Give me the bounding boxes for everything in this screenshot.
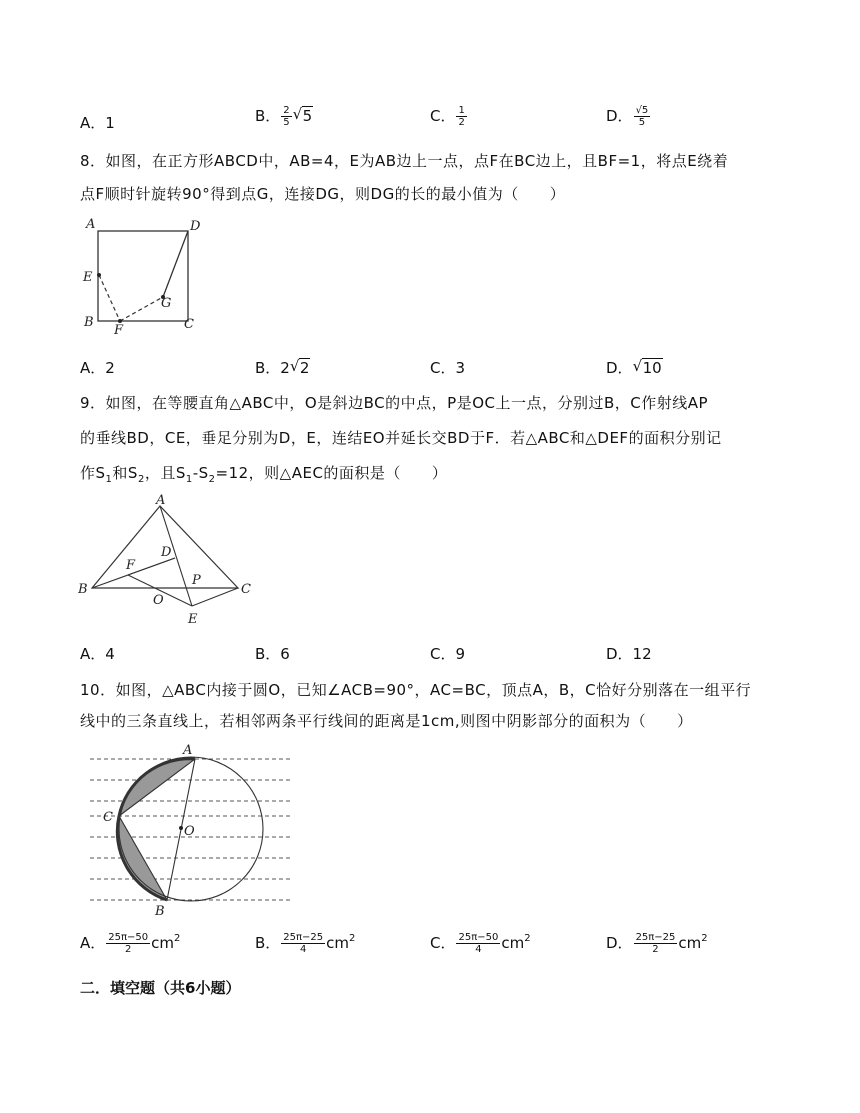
q8-option-d: D． √ 10 xyxy=(606,357,662,377)
q9-line2: 的垂线BD，CE，垂足分别为D，E，连结EO并延长交BD于F．若△ABC和△DEF的面积分别记 xyxy=(80,429,722,447)
label-d: D xyxy=(190,219,201,234)
label-a: A xyxy=(86,217,96,232)
segment-fg xyxy=(120,297,163,321)
q7-option-c: C． $\frac{1}{2}$ xyxy=(430,105,465,128)
label-g: G xyxy=(161,296,172,311)
q10-line2: 线中的三条直线上，若相邻两条平行线间的距离是1cm,则图中阴影部分的面积为（ ） xyxy=(80,712,693,730)
q9-line3: 作$S_1$和$S_2$，且$S_1-S_2=12$，则△AEC的面积是（ ） xyxy=(80,464,448,485)
label-c: C xyxy=(184,317,194,332)
q9-figure xyxy=(78,492,258,627)
label-a: A xyxy=(183,743,193,758)
q9-line1: 9．如图，在等腰直角△ABC中，O是斜边BC的中点，P是OC上一点，分别过B，C作射线AP xyxy=(80,394,709,412)
q8-option-c: C．3 xyxy=(430,359,466,377)
label-c: C xyxy=(103,810,113,825)
label-e: E xyxy=(83,270,93,285)
q8-figure xyxy=(80,215,210,340)
label-b: B xyxy=(155,904,165,918)
label-p: P xyxy=(192,573,201,588)
q10-option-a: A． $\frac{25\pi-50}{2}$ $cm^2$ xyxy=(80,932,181,955)
point-o xyxy=(179,826,183,830)
label-a: A xyxy=(156,493,166,508)
q10-line1: 10．如图，△ABC内接于圆O，已知∠ACB=90°，AC=BC，顶点A，B，C恰好分别落在一组平行 xyxy=(80,681,752,699)
sqrt: √ 5 xyxy=(292,105,313,125)
q10-option-c: C． $\frac{25\pi-50}{4}$ $cm^2$ xyxy=(430,932,531,955)
q10-figure xyxy=(85,738,295,918)
fraction: $\frac{2}{5}$ xyxy=(283,105,290,128)
label-d: D xyxy=(161,545,172,560)
label-e: E xyxy=(188,612,198,627)
label-f: F xyxy=(126,558,136,573)
q7-option-d: D． $\frac{√5}{5}$ xyxy=(606,105,649,128)
section-heading: 二．填空题（共6小题） xyxy=(80,979,241,997)
q9-option-c: C．9 xyxy=(430,645,466,663)
label-o: O xyxy=(184,824,195,839)
q8-option-a: A．2 xyxy=(80,359,115,377)
line-ce xyxy=(192,588,238,606)
q9-option-a: A．4 xyxy=(80,645,115,663)
q10-option-d: D． $\frac{25\pi-25}{2}$ $cm^2$ xyxy=(606,932,708,955)
label-b: B xyxy=(78,582,88,597)
q8-line2: 点F顺时针旋转90°得到点G，连接DG，则DG的长的最小值为（ ） xyxy=(80,185,566,203)
q9-option-b: B．6 xyxy=(255,645,290,663)
q7-option-b: B． $\frac{2}{5}$ √ 5 xyxy=(255,105,313,128)
point-e xyxy=(97,273,101,277)
q10-option-b: B． $\frac{25\pi-25}{4}$ $cm^2$ xyxy=(255,932,356,955)
line-fd xyxy=(128,558,175,575)
segment-dg xyxy=(163,231,188,297)
label-f: F xyxy=(114,323,124,338)
q8-line1: 8．如图，在正方形ABCD中，AB=4，E为AB边上一点，点F在BC边上，且BF=1，将点E绕着 xyxy=(80,152,729,170)
label-b: B xyxy=(84,315,94,330)
label-o: O xyxy=(153,593,164,608)
segment-ef xyxy=(99,275,120,321)
q9-option-d: D．12 xyxy=(606,645,652,663)
q7-option-a: A．1 xyxy=(80,114,115,132)
square xyxy=(98,231,188,321)
q8-option-b: B．2 √ 2 xyxy=(255,357,310,377)
label-c: C xyxy=(241,582,251,597)
